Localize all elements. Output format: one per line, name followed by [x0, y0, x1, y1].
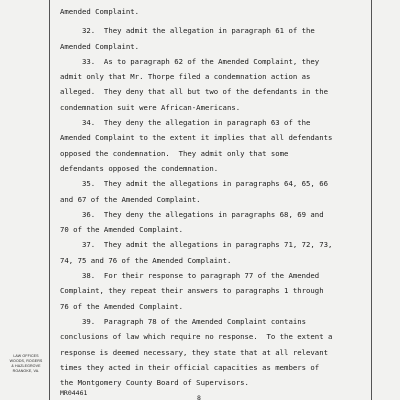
- text-line: Amended Complaint.: [60, 41, 140, 51]
- document-body: [60, 4, 365, 390]
- text-line: alleged. They deny that all but two of the defendants in the: [60, 87, 328, 97]
- left-margin-rule: [49, 0, 50, 400]
- text-line: 39. Paragraph 78 of the Amended Complaint contains: [60, 316, 307, 326]
- text-line: condemnation suit were African-Americans.: [60, 102, 241, 112]
- document-id: MR04461: [60, 389, 88, 397]
- text-line: 70 of the Amended Complaint.: [60, 225, 184, 235]
- text-line: and 67 of the Amended Complaint.: [60, 194, 201, 204]
- text-line: defendants opposed the condemnation.: [60, 163, 219, 173]
- page-number: 8: [197, 394, 201, 400]
- text-line: 38. For their response to paragraph 77 of the Amended: [60, 271, 320, 281]
- text-line: conclusions of law which require no response. To the extent a: [60, 332, 333, 342]
- text-line: 74, 75 and 76 of the Amended Complaint.: [60, 255, 232, 265]
- text-line: admit only that Mr. Thorpe filed a condemnation action as: [60, 72, 311, 82]
- law-firm-imprint: [4, 354, 48, 374]
- right-margin-rule: [371, 0, 372, 400]
- text-line: Amended Complaint.: [60, 7, 140, 16]
- firm-line: LAW OFFICES: [13, 354, 39, 358]
- text-line: the Montgomery County Board of Supervisors.: [60, 378, 249, 388]
- text-line: 36. They deny the allegations in paragraphs 68, 69 and: [60, 209, 324, 219]
- text-line: 76 of the Amended Complaint.: [60, 301, 184, 311]
- text-line: times they acted in their official capacities as members of: [60, 362, 320, 372]
- text-line: Amended Complaint to the extent it implies that all defendants: [60, 133, 333, 143]
- text-line: 32. They admit the allegation in paragraph 61 of the: [60, 26, 315, 36]
- firm-line: ROANOKE, VA.: [12, 369, 40, 373]
- text-line: 33. As to paragraph 62 of the Amended Complaint, they: [60, 56, 320, 66]
- text-line: response is deemed necessary, they state that at all relevant: [60, 347, 328, 357]
- firm-line: WOODS, ROGERS: [9, 359, 43, 363]
- firm-line: & HAZLEGROVE: [11, 364, 41, 368]
- text-line: 35. They admit the allegations in paragraphs 64, 65, 66: [60, 179, 328, 189]
- text-line: Complaint, they repeat their answers to paragraphs 1 through: [60, 286, 324, 296]
- text-line: opposed the condemnation. They admit only that some: [60, 148, 289, 158]
- text-line: 37. They admit the allegations in paragraphs 71, 72, 73,: [60, 240, 333, 250]
- text-line: 34. They deny the allegation in paragraph 63 of the: [60, 118, 311, 128]
